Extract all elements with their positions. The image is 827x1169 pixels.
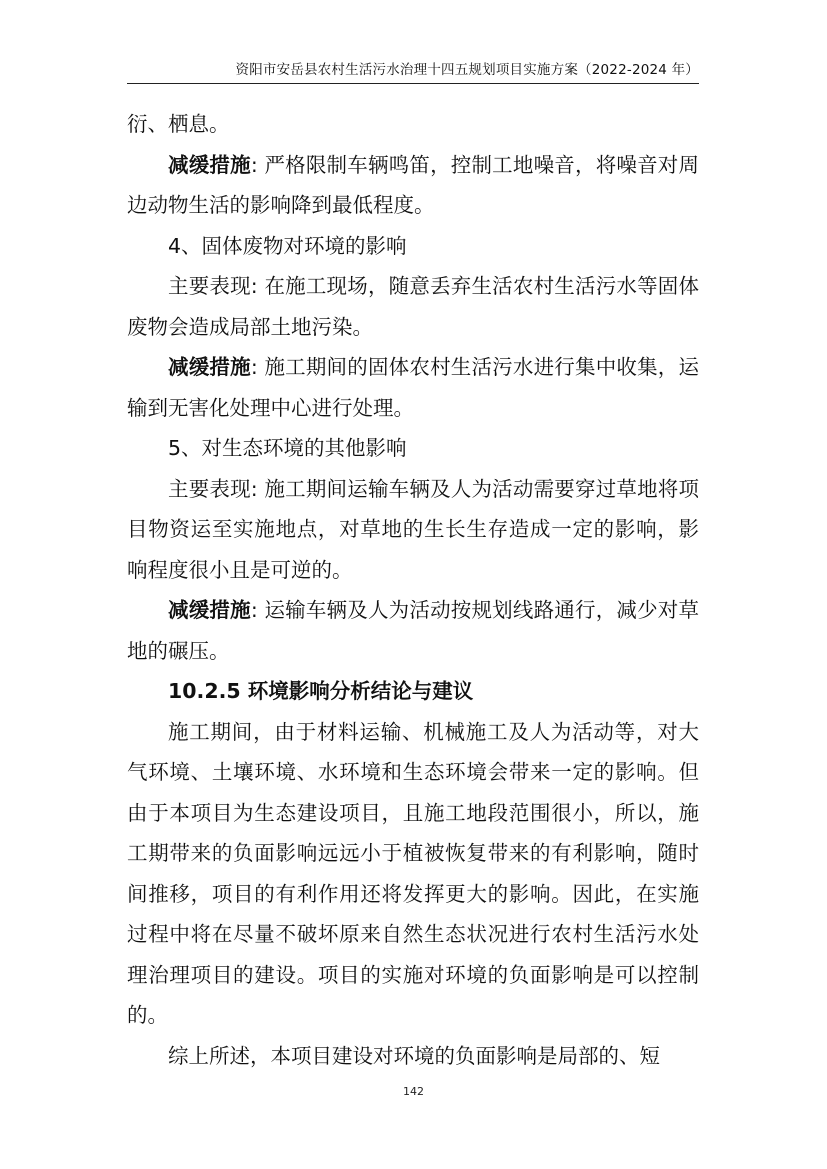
lead-label: 减缓措施 — [168, 598, 251, 622]
paragraph-mitigation-noise — [127, 145, 699, 226]
paragraph-mitigation-ecology — [127, 590, 699, 671]
lead-label: 减缓措施 — [168, 152, 251, 177]
subheading-ecology: 5、对生态环境的其他影响 — [168, 436, 407, 460]
paragraph-continuation: 衍、栖息。 — [127, 112, 230, 136]
page-number: 142 — [403, 1085, 424, 1098]
paragraph-text: : 运输车辆及人为活动按规划线路通行，减少对草地的碾压。 — [127, 598, 699, 663]
paragraph-mitigation-waste — [127, 347, 699, 428]
paragraph-text: : 严格限制车辆鸣笛，控制工地噪音，将噪音对周边动物生活的影响降到最低程度。 — [127, 152, 699, 217]
lead-label: 减缓措施 — [168, 355, 251, 379]
paragraph-solid-waste-impact: 主要表现: 在施工现场，随意丢弃生活农村生活污水等固体废物会造成局部土地污染。 — [127, 274, 699, 339]
section-heading: 10.2.5 环境影响分析结论与建议 — [168, 679, 474, 703]
paragraph-summary: 综上所述，本项目建设对环境的负面影响是局部的、短 — [168, 1043, 660, 1068]
header-rule — [127, 83, 699, 84]
paragraph-text: : 施工期间的固体农村生活污水进行集中收集，运输到无害化处理中心进行处理。 — [127, 355, 699, 420]
paragraph-conclusion: 施工期间，由于材料运输、机械施工及人为活动等，对大气环境、土壤环境、水环境和生态环境会带来一定的影响。但由于本项目为生态建设项目，且施工地段范围很小，所以，施工期带来的负面影响远远小于植被恢复带来的有利影响，随时间推移，项目的有利作用还将发挥更大的影响。因此，在实施过程中将在尽量不破坏原来自然生态状况进行农村生活污水处理治理项目的建设。项目的实施对环境的负面影响是可以控制的。 — [127, 719, 699, 1027]
paragraph-ecology-impact: 主要表现: 施工期间运输车辆及人为活动需要穿过草地将项目物资运至实施地点，对草地的生长生存造成一定的影响，影响程度很小且是可逆的。 — [127, 476, 699, 582]
document-body — [127, 104, 699, 1076]
subheading-solid-waste: 4、固体废物对环境的影响 — [168, 233, 407, 258]
running-header: 资阳市安岳县农村生活污水治理十四五规划项目实施方案（2022-2024 年） — [235, 62, 699, 78]
